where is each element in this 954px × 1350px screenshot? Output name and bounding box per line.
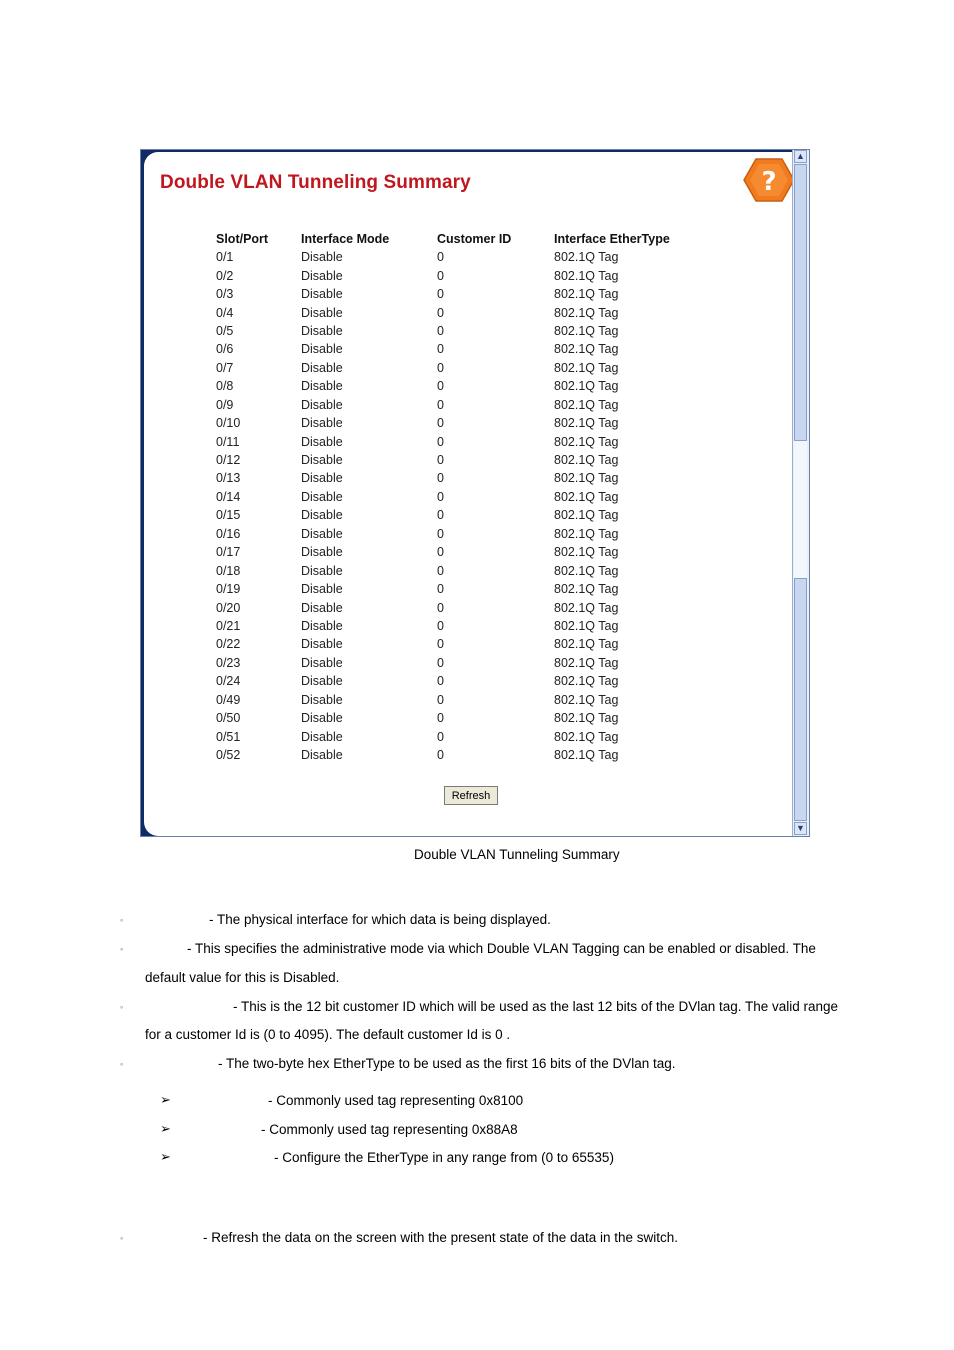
help-button[interactable] bbox=[742, 156, 796, 204]
customer-id-cell: 0 bbox=[437, 360, 444, 375]
interface-mode-cell: Disable bbox=[301, 563, 343, 578]
slot-port-cell: 0/5 bbox=[216, 323, 234, 338]
interface-mode-cell: Disable bbox=[301, 250, 343, 265]
column-header: Customer ID bbox=[437, 232, 512, 246]
ethertype-cell: 802.1Q Tag bbox=[554, 600, 619, 615]
desc-ethertype-option-3: - Configure the EtherType in any range from (0 to 65535) bbox=[274, 1150, 614, 1165]
page-title: Double VLAN Tunneling Summary bbox=[160, 172, 471, 193]
customer-id-cell: 0 bbox=[437, 434, 444, 449]
arrow-bullet-icon: ➢ bbox=[160, 1121, 171, 1136]
ethertype-cell: 802.1Q Tag bbox=[554, 323, 619, 338]
slot-port-cell: 0/18 bbox=[216, 563, 241, 578]
table-body bbox=[216, 248, 714, 764]
ethertype-cell: 802.1Q Tag bbox=[554, 526, 619, 541]
customer-id-cell: 0 bbox=[437, 582, 444, 597]
slot-port-cell: 0/13 bbox=[216, 471, 241, 486]
slot-port-cell: 0/12 bbox=[216, 453, 241, 468]
slot-port-cell: 0/23 bbox=[216, 655, 241, 670]
table-row bbox=[216, 617, 714, 635]
interface-mode-cell: Disable bbox=[301, 287, 343, 302]
scroll-up-arrow-icon[interactable]: ▲ bbox=[794, 150, 807, 163]
interface-mode-cell: Disable bbox=[301, 397, 343, 412]
table-row bbox=[216, 672, 714, 690]
table-row bbox=[216, 598, 714, 616]
interface-mode-cell: Disable bbox=[301, 489, 343, 504]
interface-mode-cell: Disable bbox=[301, 582, 343, 597]
interface-mode-cell: Disable bbox=[301, 305, 343, 320]
ethertype-cell: 802.1Q Tag bbox=[554, 674, 619, 689]
table-row bbox=[216, 285, 714, 303]
interface-mode-cell: Disable bbox=[301, 674, 343, 689]
screenshot-frame bbox=[140, 149, 810, 837]
ethertype-cell: 802.1Q Tag bbox=[554, 342, 619, 357]
ethertype-cell: 802.1Q Tag bbox=[554, 545, 619, 560]
slot-port-cell: 0/51 bbox=[216, 729, 241, 744]
interface-mode-cell: Disable bbox=[301, 434, 343, 449]
slot-port-cell: 0/22 bbox=[216, 637, 241, 652]
customer-id-cell: 0 bbox=[437, 729, 444, 744]
ethertype-cell: 802.1Q Tag bbox=[554, 453, 619, 468]
table-row bbox=[216, 635, 714, 653]
table-row bbox=[216, 359, 714, 377]
customer-id-cell: 0 bbox=[437, 545, 444, 560]
table-row bbox=[216, 580, 714, 598]
ethertype-cell: 802.1Q Tag bbox=[554, 655, 619, 670]
table-row bbox=[216, 266, 714, 284]
customer-id-cell: 0 bbox=[437, 618, 444, 633]
slot-port-cell: 0/4 bbox=[216, 305, 234, 320]
slot-port-cell: 0/52 bbox=[216, 748, 241, 763]
desc-ethertype: - The two-byte hex EtherType to be used as the first 16 bits of the DVlan tag. bbox=[218, 1056, 676, 1071]
ethertype-cell: 802.1Q Tag bbox=[554, 711, 619, 726]
interface-mode-cell: Disable bbox=[301, 637, 343, 652]
summary-panel bbox=[144, 152, 794, 836]
customer-id-cell: 0 bbox=[437, 287, 444, 302]
customer-id-cell: 0 bbox=[437, 526, 444, 541]
table-row bbox=[216, 691, 714, 709]
slot-port-cell: 0/3 bbox=[216, 287, 234, 302]
slot-port-cell: 0/8 bbox=[216, 379, 234, 394]
table-row bbox=[216, 746, 714, 764]
ethertype-cell: 802.1Q Tag bbox=[554, 305, 619, 320]
slot-port-cell: 0/15 bbox=[216, 508, 241, 523]
interface-mode-cell: Disable bbox=[301, 379, 343, 394]
bullet-icon: ◦ bbox=[120, 944, 124, 954]
customer-id-cell: 0 bbox=[437, 342, 444, 357]
interface-mode-cell: Disable bbox=[301, 453, 343, 468]
table-row bbox=[216, 506, 714, 524]
table-row bbox=[216, 322, 714, 340]
customer-id-cell: 0 bbox=[437, 397, 444, 412]
ethertype-cell: 802.1Q Tag bbox=[554, 637, 619, 652]
column-header: Interface Mode bbox=[301, 232, 390, 246]
ethertype-cell: 802.1Q Tag bbox=[554, 508, 619, 523]
interface-mode-cell: Disable bbox=[301, 268, 343, 283]
interface-mode-cell: Disable bbox=[301, 545, 343, 560]
scroll-thumb-lower[interactable] bbox=[794, 578, 807, 821]
slot-port-cell: 0/14 bbox=[216, 489, 241, 504]
desc-interface-mode-cont: default value for this is Disabled. bbox=[145, 970, 340, 985]
svg-text:?: ? bbox=[761, 167, 777, 197]
scroll-thumb[interactable] bbox=[794, 164, 807, 441]
ethertype-cell: 802.1Q Tag bbox=[554, 434, 619, 449]
table-header-row bbox=[216, 230, 714, 248]
interface-mode-cell: Disable bbox=[301, 323, 343, 338]
refresh-button[interactable]: Refresh bbox=[444, 786, 498, 805]
slot-port-cell: 0/19 bbox=[216, 582, 241, 597]
desc-slot-port: - The physical interface for which data is being displayed. bbox=[209, 912, 551, 927]
desc-interface-mode: - This specifies the administrative mode via which Double VLAN Tagging can be enabled or disabled. The bbox=[187, 941, 816, 956]
customer-id-cell: 0 bbox=[437, 655, 444, 670]
interface-mode-cell: Disable bbox=[301, 342, 343, 357]
table-row bbox=[216, 248, 714, 266]
ethertype-cell: 802.1Q Tag bbox=[554, 489, 619, 504]
ethertype-cell: 802.1Q Tag bbox=[554, 563, 619, 578]
interface-mode-cell: Disable bbox=[301, 471, 343, 486]
ethertype-cell: 802.1Q Tag bbox=[554, 397, 619, 412]
figure-caption: Double VLAN Tunneling Summary bbox=[414, 847, 620, 862]
slot-port-cell: 0/20 bbox=[216, 600, 241, 615]
customer-id-cell: 0 bbox=[437, 563, 444, 578]
interface-mode-cell: Disable bbox=[301, 729, 343, 744]
interface-mode-cell: Disable bbox=[301, 711, 343, 726]
ethertype-cell: 802.1Q Tag bbox=[554, 360, 619, 375]
interface-mode-cell: Disable bbox=[301, 526, 343, 541]
arrow-bullet-icon: ➢ bbox=[160, 1149, 171, 1164]
table-row bbox=[216, 377, 714, 395]
table-row bbox=[216, 561, 714, 579]
desc-customer-id-cont: for a customer Id is (0 to 4095). The default customer Id is 0 . bbox=[145, 1027, 511, 1042]
ethertype-cell: 802.1Q Tag bbox=[554, 748, 619, 763]
interface-mode-cell: Disable bbox=[301, 416, 343, 431]
table-row bbox=[216, 303, 714, 321]
ethertype-cell: 802.1Q Tag bbox=[554, 250, 619, 265]
table-row bbox=[216, 709, 714, 727]
slot-port-cell: 0/17 bbox=[216, 545, 241, 560]
customer-id-cell: 0 bbox=[437, 637, 444, 652]
scroll-down-arrow-icon[interactable]: ▼ bbox=[794, 822, 807, 835]
table-row bbox=[216, 727, 714, 745]
customer-id-cell: 0 bbox=[437, 489, 444, 504]
slot-port-cell: 0/11 bbox=[216, 434, 240, 449]
customer-id-cell: 0 bbox=[437, 471, 444, 486]
interface-mode-cell: Disable bbox=[301, 600, 343, 615]
customer-id-cell: 0 bbox=[437, 748, 444, 763]
customer-id-cell: 0 bbox=[437, 674, 444, 689]
table-row bbox=[216, 414, 714, 432]
slot-port-cell: 0/6 bbox=[216, 342, 234, 357]
ethertype-cell: 802.1Q Tag bbox=[554, 416, 619, 431]
column-header: Slot/Port bbox=[216, 232, 269, 246]
slot-port-cell: 0/16 bbox=[216, 526, 241, 541]
interface-mode-cell: Disable bbox=[301, 360, 343, 375]
ethertype-cell: 802.1Q Tag bbox=[554, 287, 619, 302]
question-mark-icon bbox=[742, 156, 796, 204]
interface-mode-cell: Disable bbox=[301, 508, 343, 523]
customer-id-cell: 0 bbox=[437, 323, 444, 338]
bullet-icon: ◦ bbox=[120, 1002, 124, 1012]
customer-id-cell: 0 bbox=[437, 416, 444, 431]
ethertype-cell: 802.1Q Tag bbox=[554, 379, 619, 394]
slot-port-cell: 0/2 bbox=[216, 268, 234, 283]
ethertype-cell: 802.1Q Tag bbox=[554, 582, 619, 597]
summary-table bbox=[216, 230, 714, 764]
customer-id-cell: 0 bbox=[437, 268, 444, 283]
customer-id-cell: 0 bbox=[437, 692, 444, 707]
slot-port-cell: 0/21 bbox=[216, 618, 241, 633]
interface-mode-cell: Disable bbox=[301, 618, 343, 633]
ethertype-cell: 802.1Q Tag bbox=[554, 692, 619, 707]
column-header: Interface EtherType bbox=[554, 232, 670, 246]
customer-id-cell: 0 bbox=[437, 250, 444, 265]
interface-mode-cell: Disable bbox=[301, 655, 343, 670]
table-row bbox=[216, 340, 714, 358]
slot-port-cell: 0/24 bbox=[216, 674, 241, 689]
desc-ethertype-option-1: - Commonly used tag representing 0x8100 bbox=[268, 1093, 524, 1108]
ethertype-cell: 802.1Q Tag bbox=[554, 618, 619, 633]
customer-id-cell: 0 bbox=[437, 600, 444, 615]
table-row bbox=[216, 451, 714, 469]
ethertype-cell: 802.1Q Tag bbox=[554, 471, 619, 486]
desc-ethertype-option-2: - Commonly used tag representing 0x88A8 bbox=[261, 1122, 518, 1137]
interface-mode-cell: Disable bbox=[301, 692, 343, 707]
customer-id-cell: 0 bbox=[437, 453, 444, 468]
table-row bbox=[216, 525, 714, 543]
table-row bbox=[216, 469, 714, 487]
bullet-icon: ◦ bbox=[120, 1233, 124, 1243]
table-row bbox=[216, 543, 714, 561]
interface-mode-cell: Disable bbox=[301, 748, 343, 763]
ethertype-cell: 802.1Q Tag bbox=[554, 729, 619, 744]
customer-id-cell: 0 bbox=[437, 508, 444, 523]
desc-refresh: - Refresh the data on the screen with the present state of the data in the switch. bbox=[203, 1230, 679, 1245]
customer-id-cell: 0 bbox=[437, 305, 444, 320]
slot-port-cell: 0/50 bbox=[216, 711, 241, 726]
desc-customer-id: - This is the 12 bit customer ID which will be used as the last 12 bits of the DVlan tag. The valid range bbox=[233, 999, 839, 1014]
table-row bbox=[216, 432, 714, 450]
slot-port-cell: 0/7 bbox=[216, 360, 234, 375]
table-row bbox=[216, 654, 714, 672]
slot-port-cell: 0/49 bbox=[216, 692, 241, 707]
customer-id-cell: 0 bbox=[437, 379, 444, 394]
slot-port-cell: 0/9 bbox=[216, 397, 234, 412]
customer-id-cell: 0 bbox=[437, 711, 444, 726]
vertical-scrollbar[interactable] bbox=[792, 150, 809, 836]
ethertype-cell: 802.1Q Tag bbox=[554, 268, 619, 283]
table-row bbox=[216, 396, 714, 414]
bullet-icon: ◦ bbox=[120, 1059, 124, 1069]
slot-port-cell: 0/1 bbox=[216, 250, 234, 265]
bullet-icon: ◦ bbox=[120, 915, 124, 925]
slot-port-cell: 0/10 bbox=[216, 416, 241, 431]
table-row bbox=[216, 488, 714, 506]
arrow-bullet-icon: ➢ bbox=[160, 1092, 171, 1107]
